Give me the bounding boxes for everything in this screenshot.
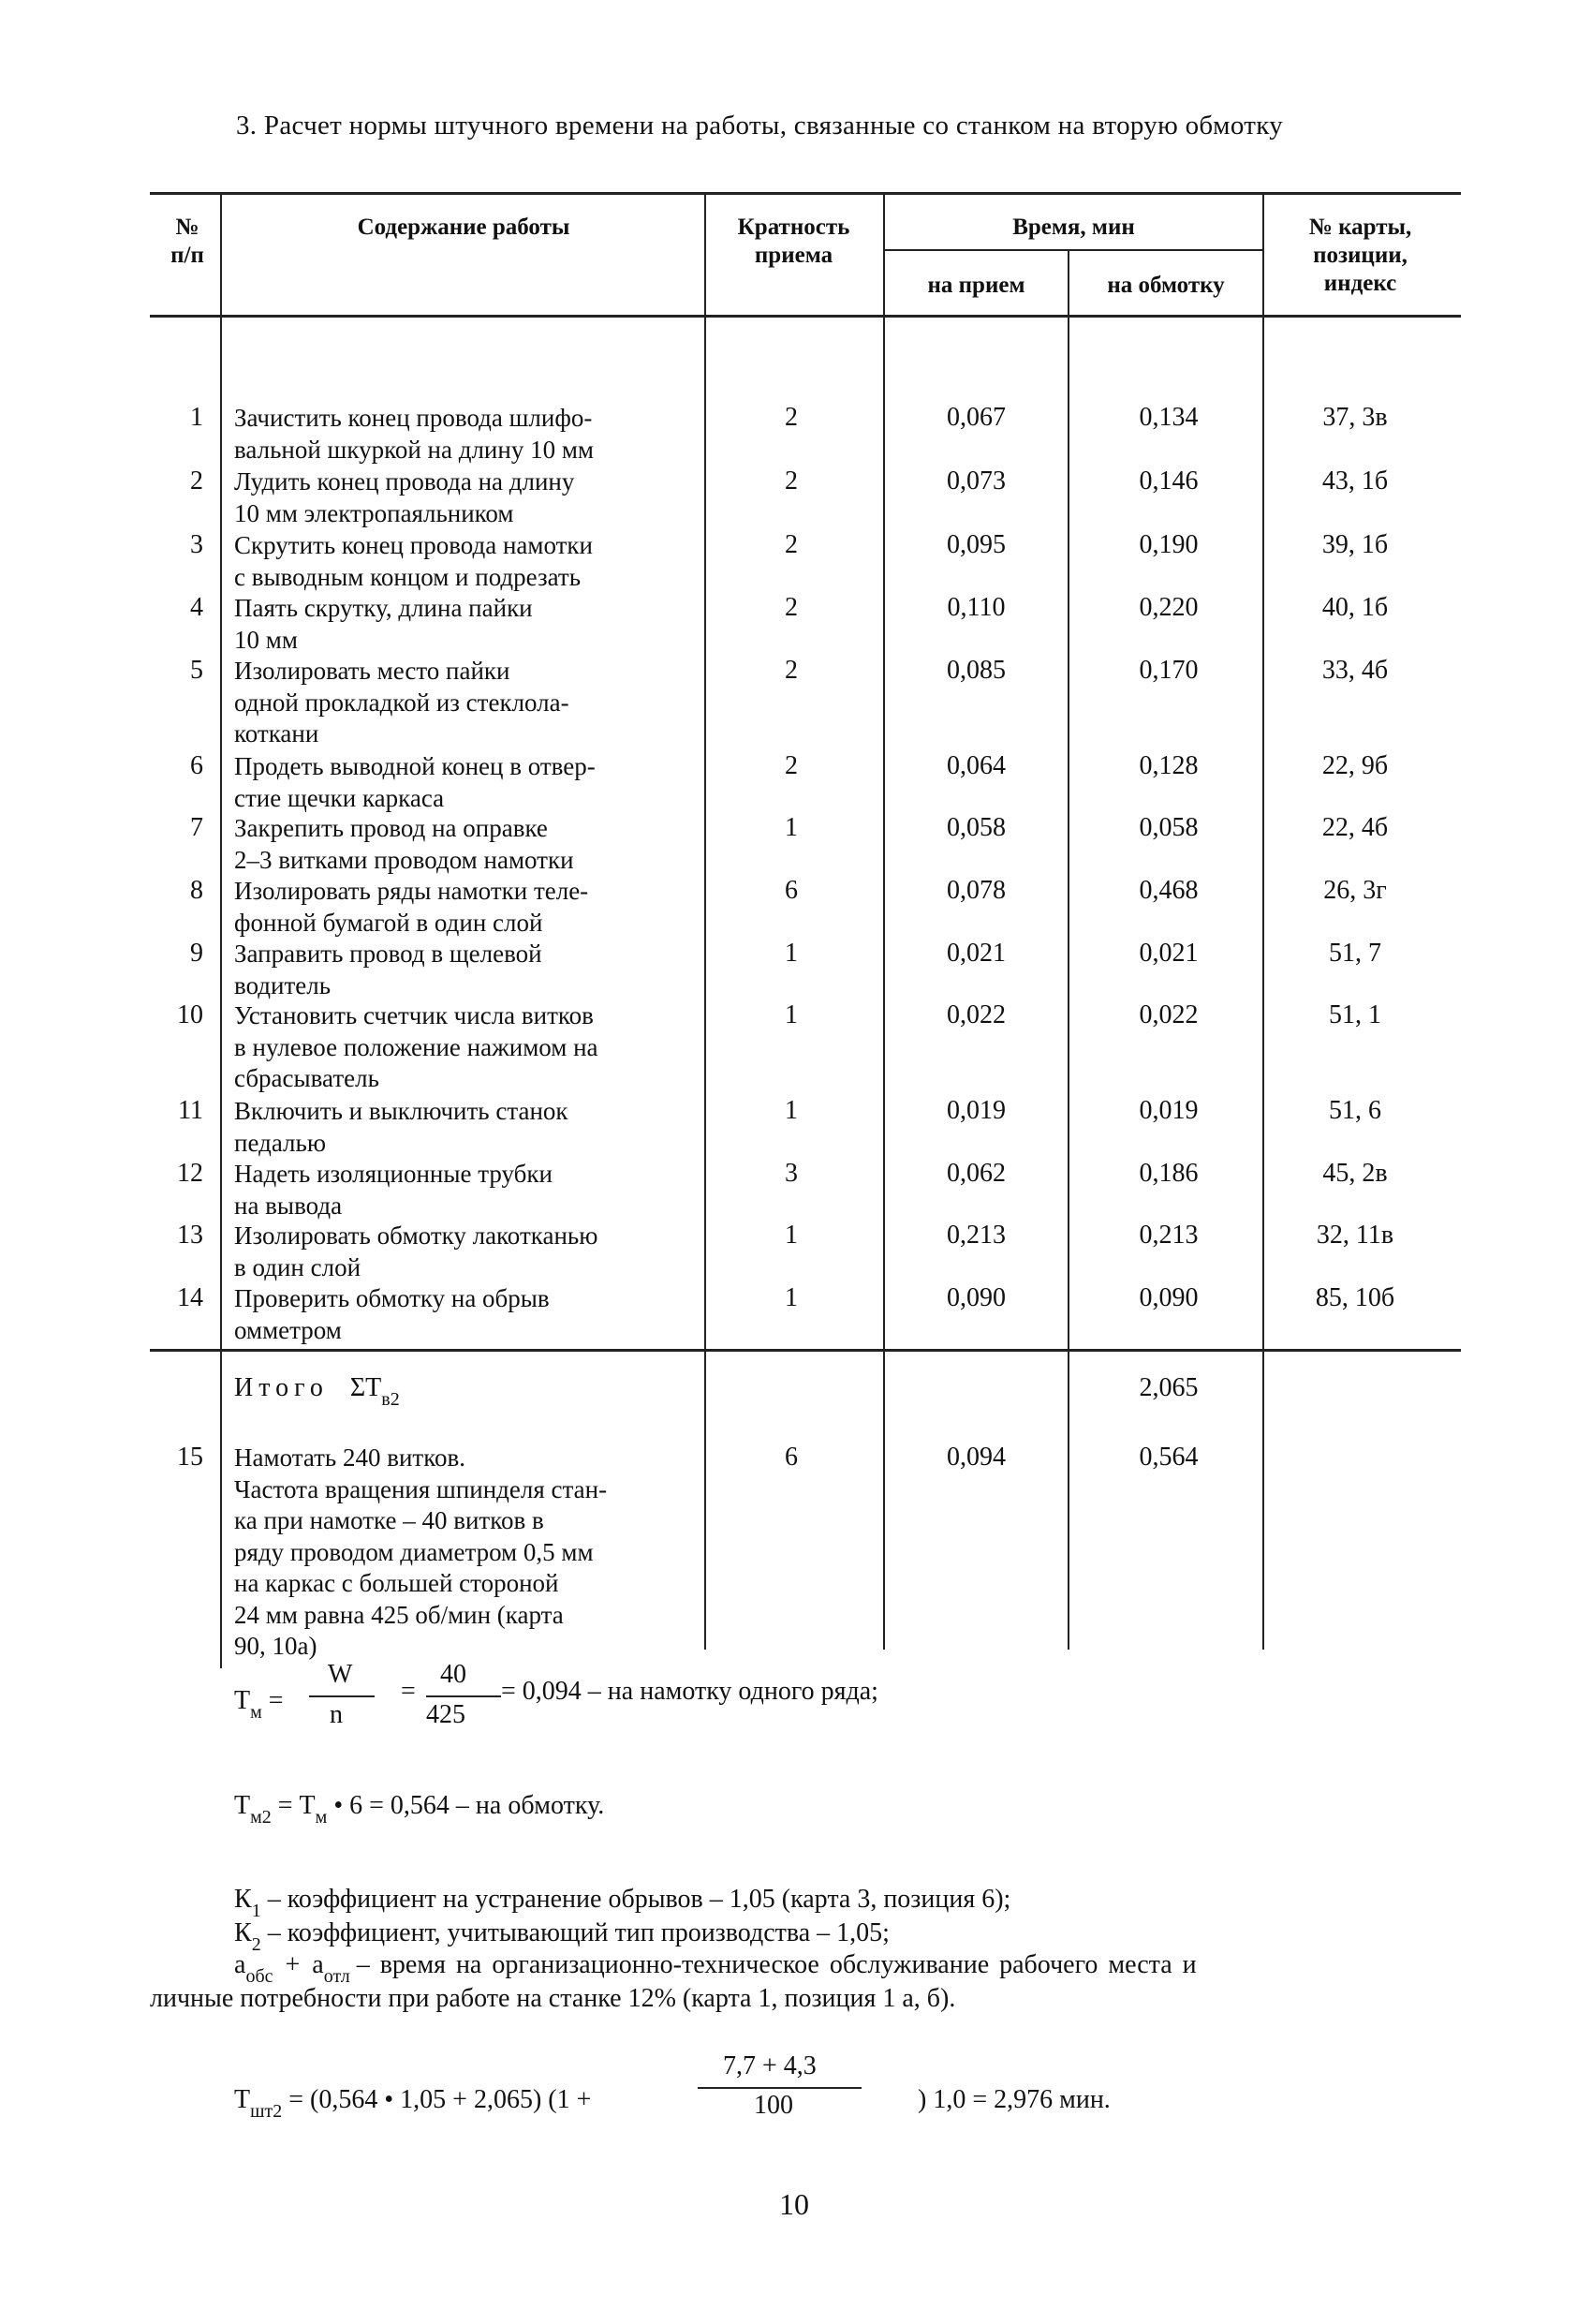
total-value: 2,065 bbox=[1139, 1373, 1199, 1402]
row-multiplicity: 2 bbox=[785, 530, 798, 559]
row-num: 11 bbox=[178, 1096, 203, 1125]
table-top-border bbox=[150, 192, 1461, 195]
row-time-per-step: 0,022 bbox=[947, 1000, 1006, 1029]
row-description-line: фонной бумагой в один слой bbox=[234, 908, 543, 937]
row-time-per-winding: 0,090 bbox=[1139, 1283, 1199, 1312]
row15-num: 15 bbox=[177, 1443, 203, 1472]
row-time-per-winding: 0,019 bbox=[1139, 1096, 1199, 1125]
row-description bbox=[234, 403, 702, 466]
header-bottom-border bbox=[150, 315, 1461, 318]
row-multiplicity: 3 bbox=[785, 1159, 798, 1188]
row-multiplicity: 1 bbox=[785, 813, 798, 842]
row-description-line: Паять скрутку, длина пайки bbox=[234, 594, 533, 622]
row15-desc: Намотать 240 витков. Частота вращения шпинделя стан- ка при намотке – 40 витков в ряду проводом диаметром 0,5 мм на каркас с большей стороной 24 мм равна 425 об/мин (карта 90, 10а) bbox=[234, 1443, 608, 1660]
row-time-per-winding: 0,220 bbox=[1139, 593, 1199, 622]
formula-tm-frac1-den: n bbox=[330, 1700, 343, 1729]
row-time-per-step: 0,073 bbox=[947, 466, 1006, 496]
row-multiplicity: 2 bbox=[785, 403, 798, 432]
row-description bbox=[234, 939, 702, 1001]
row-num: 4 bbox=[190, 593, 203, 622]
row-description-line: 10 мм bbox=[234, 625, 298, 654]
formula-tm-frac2-den: 425 bbox=[426, 1700, 465, 1729]
row-time-per-winding: 0,058 bbox=[1139, 813, 1199, 842]
row-card-index: 51, 1 bbox=[1329, 1000, 1381, 1029]
row-description bbox=[234, 530, 702, 593]
row-time-per-step: 0,095 bbox=[947, 530, 1006, 559]
row-multiplicity: 1 bbox=[785, 1096, 798, 1125]
row-description-line: на вывода bbox=[234, 1191, 343, 1220]
row-description bbox=[234, 1000, 702, 1095]
row-description bbox=[234, 1096, 702, 1159]
total-label: Итого $\Sigma Т_{в2}$ bbox=[234, 1373, 400, 1410]
row-time-per-winding: 0,190 bbox=[1139, 530, 1199, 559]
header-num: № п/п bbox=[170, 215, 204, 268]
row-description bbox=[234, 656, 702, 750]
row-description bbox=[234, 813, 702, 876]
row-card-index: 39, 1б bbox=[1321, 530, 1389, 559]
row-description-line: Изолировать место пайки bbox=[234, 657, 510, 685]
row-time-per-winding: 0,213 bbox=[1139, 1221, 1199, 1250]
row-time-per-winding: 0,468 bbox=[1139, 876, 1199, 905]
row-num: 9 bbox=[190, 939, 203, 968]
row-time-per-step: 0,019 bbox=[947, 1096, 1006, 1125]
row-description-line: Зачистить конец провода шлифо- bbox=[234, 404, 593, 432]
row-time-per-winding: 0,128 bbox=[1139, 751, 1199, 780]
time-subheader-line bbox=[885, 249, 1264, 251]
row-description-line: омметром bbox=[234, 1315, 342, 1344]
row-description-line: 10 мм электропаяльником bbox=[234, 498, 514, 527]
row-description bbox=[234, 593, 702, 656]
formula-tsht-frac-line bbox=[698, 2087, 862, 2089]
row-multiplicity: 6 bbox=[785, 876, 798, 905]
row-multiplicity: 2 bbox=[785, 656, 798, 685]
header-card: № карты, позиции, индекс bbox=[1308, 215, 1412, 296]
row-time-per-step: 0,064 bbox=[947, 751, 1006, 780]
row-num: 3 bbox=[190, 530, 203, 559]
row-time-per-step: 0,078 bbox=[947, 876, 1006, 905]
row-time-per-step: 0,085 bbox=[947, 656, 1006, 685]
row-num: 7 bbox=[190, 813, 203, 842]
k2-definition: $К_2$ – коэффициент, учитывающий тип производства – 1,05; bbox=[234, 1918, 890, 1955]
row-description-line: Заправить провод в щелевой bbox=[234, 940, 542, 968]
header-time-per-winding: на обмотку bbox=[1107, 273, 1225, 298]
formula-tm-frac2-num: 40 bbox=[440, 1660, 466, 1689]
row-card-index: 40, 1б bbox=[1321, 593, 1389, 622]
row-num: 14 bbox=[177, 1283, 203, 1312]
row-description-line: Проверить обмотку на обрыв bbox=[234, 1284, 550, 1312]
formula-tm2: $Т_{м2} = Т_м$ • 6 = 0,564 – на обмотку. bbox=[234, 1791, 605, 1828]
row-description-line: в нулевое положение нажимом на bbox=[234, 1032, 598, 1061]
row-description bbox=[234, 1283, 702, 1346]
row-card-index: 85, 10б bbox=[1315, 1283, 1395, 1312]
row-num: 10 bbox=[177, 1000, 203, 1029]
row-description-line: 2–3 витками проводом намотки bbox=[234, 845, 574, 874]
row-num: 8 bbox=[190, 876, 203, 905]
row-description-line: Лудить конец провода на длину bbox=[234, 467, 575, 496]
row-card-index: 51, 6 bbox=[1329, 1096, 1381, 1125]
formula-tm-result: = 0,094 – на намотку одного ряда; bbox=[501, 1677, 878, 1706]
total-top-border bbox=[150, 1349, 1461, 1352]
row-description-line: Закрепить провод на оправке bbox=[234, 814, 548, 842]
row-description-line: коткани bbox=[234, 719, 319, 748]
row-time-per-step: 0,067 bbox=[947, 403, 1006, 432]
row-card-index: 51, 7 bbox=[1329, 939, 1381, 968]
row-multiplicity: 2 bbox=[785, 593, 798, 622]
row-description-line: вальной шкуркой на длину 10 мм bbox=[234, 435, 594, 464]
row-description-line: Изолировать обмотку лакотканью bbox=[234, 1221, 598, 1250]
row-multiplicity: 1 bbox=[785, 1283, 798, 1312]
row-multiplicity: 2 bbox=[785, 751, 798, 780]
row-time-per-step: 0,062 bbox=[947, 1159, 1006, 1188]
row15-mult: 6 bbox=[785, 1443, 798, 1472]
row-card-index: 37, 3в bbox=[1322, 403, 1388, 432]
row-num: 12 bbox=[177, 1159, 203, 1188]
header-multiplicity: Кратность приема bbox=[737, 215, 850, 268]
row-description bbox=[234, 876, 702, 939]
section-title: 3. Расчет нормы штучного времени на работы, связанные со станком на вторую обмотку bbox=[236, 111, 1284, 141]
col-line-4 bbox=[1068, 249, 1069, 1650]
row-time-per-winding: 0,170 bbox=[1139, 656, 1199, 685]
row-num: 13 bbox=[177, 1221, 203, 1250]
row-description bbox=[234, 466, 702, 529]
row-multiplicity: 1 bbox=[785, 939, 798, 968]
row-num: 2 bbox=[190, 466, 203, 496]
row-description-line: Скрутить конец провода намотки bbox=[234, 531, 593, 559]
row-num: 6 bbox=[190, 751, 203, 780]
row-card-index: 22, 9б bbox=[1321, 751, 1389, 780]
row-multiplicity: 1 bbox=[785, 1221, 798, 1250]
a-definition-line2: личные потребности при работе на станке 12% (карта 1, позиция 1 а, б). bbox=[150, 1984, 956, 2013]
row-description-line: сбрасыватель bbox=[234, 1064, 379, 1092]
row-num: 1 bbox=[190, 403, 203, 432]
row-description bbox=[234, 751, 702, 814]
row-description-line: Продеть выводной конец в отвер- bbox=[234, 752, 596, 780]
row-description-line: Надеть изоляционные трубки bbox=[234, 1160, 553, 1188]
header-time-per-step: на прием bbox=[927, 273, 1025, 298]
row-time-per-winding: 0,134 bbox=[1139, 403, 1199, 432]
page-number: 10 bbox=[779, 2187, 809, 2221]
row-num: 5 bbox=[190, 656, 203, 685]
row-card-index: 26, 3г bbox=[1323, 876, 1387, 905]
row15-time-winding: 0,564 bbox=[1139, 1443, 1199, 1472]
header-content: Содержание работы bbox=[357, 215, 570, 240]
formula-tm-eq: = bbox=[401, 1677, 416, 1706]
row-time-per-winding: 0,186 bbox=[1139, 1159, 1199, 1188]
row-description-line: одной прокладкой из стеклола- bbox=[234, 688, 569, 717]
row-description-line: с выводным концом и подрезать bbox=[234, 562, 582, 591]
row-description-line: в один слой bbox=[234, 1252, 361, 1281]
formula-tm-lhs: $Т_м$ = bbox=[234, 1686, 284, 1723]
col-line-5 bbox=[1262, 193, 1264, 1650]
row-description-line: Изолировать ряды намотки теле- bbox=[234, 877, 589, 905]
row15-time-step: 0,094 bbox=[947, 1443, 1006, 1472]
row-description-line: водитель bbox=[234, 970, 332, 999]
row-time-per-step: 0,021 bbox=[947, 939, 1006, 968]
row-card-index: 33, 4б bbox=[1321, 656, 1389, 685]
col-line-1 bbox=[220, 193, 222, 1668]
formula-tsht-left: $Т_{шт2} = (0,564$ • 1,05 + 2,065) (1 + bbox=[234, 2085, 592, 2122]
row-multiplicity: 1 bbox=[785, 1000, 798, 1029]
a-definition-line1: $а_{обс} + а_{отл}$ – время на организационно-техническое обслуживание рабочего места и bbox=[234, 1950, 1197, 1987]
row-card-index: 22, 4б bbox=[1321, 813, 1389, 842]
row-card-index: 32, 11в bbox=[1316, 1221, 1394, 1250]
row-description-line: педалью bbox=[234, 1128, 326, 1157]
header-time: Время, мин bbox=[1012, 215, 1135, 240]
formula-tm-frac2-line bbox=[426, 1695, 501, 1697]
formula-tsht-den: 100 bbox=[754, 2091, 793, 2120]
row-description bbox=[234, 1221, 702, 1283]
formula-tsht-right: ) 1,0 = 2,976 мин. bbox=[918, 2085, 1111, 2114]
row-time-per-step: 0,090 bbox=[947, 1283, 1006, 1312]
row-time-per-step: 0,213 bbox=[947, 1221, 1006, 1250]
row-time-per-winding: 0,021 bbox=[1139, 939, 1199, 968]
row-description-line: Включить и выключить станок bbox=[234, 1097, 568, 1125]
row-multiplicity: 2 bbox=[785, 466, 798, 496]
row-time-per-winding: 0,022 bbox=[1139, 1000, 1199, 1029]
formula-tm-frac1-line bbox=[309, 1695, 375, 1697]
row-description-line: стие щечки каркаса bbox=[234, 783, 445, 812]
row-card-index: 43, 1б bbox=[1321, 466, 1389, 496]
formula-tm-frac1-num: W bbox=[328, 1660, 353, 1689]
row-description bbox=[234, 1159, 702, 1221]
row-card-index: 45, 2в bbox=[1322, 1159, 1388, 1188]
k1-definition: $К_1$ – коэффициент на устранение обрывов – 1,05 (карта 3, позиция 6); bbox=[234, 1885, 1011, 1921]
row-description-line: Установить счетчик числа витков bbox=[234, 1001, 594, 1029]
row-time-per-step: 0,110 bbox=[947, 593, 1006, 622]
formula-tsht-num: 7,7 + 4,3 bbox=[723, 2051, 817, 2080]
col-line-2 bbox=[704, 193, 706, 1650]
row-time-per-step: 0,058 bbox=[947, 813, 1006, 842]
row-time-per-winding: 0,146 bbox=[1139, 466, 1199, 496]
